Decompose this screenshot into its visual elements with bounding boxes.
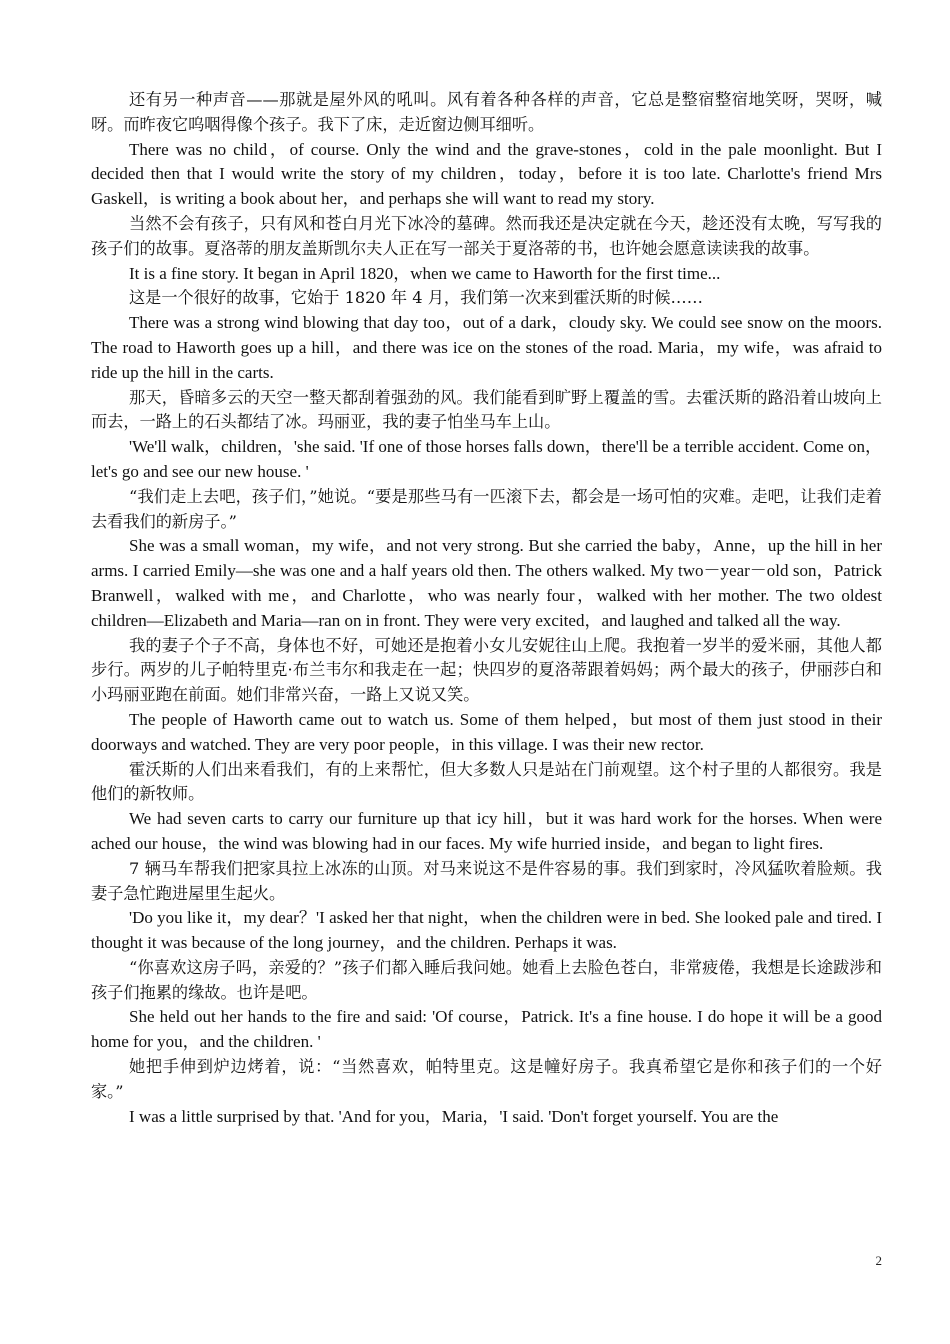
paragraph-zh: 这是一个很好的故事，它始于 1820 年 4 月，我们第一次来到霍沃斯的时候…… bbox=[129, 288, 703, 308]
paragraph-en: She held out her hands to the fire and said: 'Of course，Patrick. It's a fine house. I do hope it will be a good home for you，and the children. ' bbox=[91, 1007, 882, 1052]
paragraph-en: It is a fine story. It began in April 1820，when we came to Haworth for the first time... bbox=[129, 263, 721, 283]
page-number: 2 bbox=[875, 1253, 882, 1268]
paragraph-en: 'We'll walk，children，'she said. 'If one of those horses falls down，there'll be a terrible accident. Come on，let's go and see our new house. ' bbox=[91, 437, 882, 481]
paragraph-en: 'Do you like it，my dear？'I asked her that night，when the children were in bed. She looked pale and tired. I thought it was because of the long journey，and the children. Perhaps it was. bbox=[91, 908, 882, 953]
paragraph-zh: 还有另一种声音——那就是屋外风的吼叫。风有着各种各样的声音，它总是整宿整宿地笑呀，哭呀，喊呀。而昨夜它呜咽得像个孩子。我下了床，走近窗边侧耳细听。 bbox=[91, 90, 882, 134]
paragraph-en: There was a strong wind blowing that day too，out of a dark，cloudy sky. We could see snow on the moors. The road to Haworth goes up a hill，and there was ice on the stones of the road. Maria，my wife，was afraid to ride up the hill in the carts. bbox=[91, 313, 882, 382]
paragraph-en: We had seven carts to carry our furniture up that icy hill，but it was hard work for the horses. When were ached our house，the wind was blowing had in our faces. My wife hurried inside，and began to light fires. bbox=[91, 809, 882, 853]
paragraph-zh: 当然不会有孩子，只有风和苍白月光下冰冷的墓碑。然而我还是决定就在今天，趁还没有太晚，写写我的孩子们的故事。夏洛蒂的朋友盖斯凯尔夫人正在写一部关于夏洛蒂的书，也许她会愿意读读我的故事。 bbox=[91, 213, 882, 258]
paragraph-zh: 她把手伸到炉边烤着，说：“当然喜欢，帕特里克。这是幢好房子。我真希望它是你和孩子们的一个好家。” bbox=[91, 1057, 882, 1101]
paragraph-en: I was a little surprised by that. 'And for you，Maria，'I said. 'Don't forget yourself. You are the bbox=[129, 1106, 779, 1126]
paragraph-en: The people of Haworth came out to watch us. Some of them helped，but most of them just stood in their doorways and watched. They are very poor people，in this village. I was their new rector. bbox=[91, 709, 882, 754]
paragraph-en: There was no child，of course. Only the wind and the grave-stones，cold in the pale moonlight. But I decided then that I would write the story of my children，today，before it is too late. Charlotte's friend Mrs Gaskell，is writing a book about her，and perhaps she will want to read my story. bbox=[91, 139, 882, 209]
paragraph-zh: 我的妻子个子不高，身体也不好，可她还是抱着小女儿安妮往山上爬。我抱着一岁半的爱米丽，其他人都步行。两岁的儿子帕特里克·布兰韦尔和我走在一起；快四岁的夏洛蒂跟着妈妈；两个最大的孩子，伊丽莎白和小玛丽亚跑在前面。她们非常兴奋，一路上又说又笑。 bbox=[91, 635, 882, 705]
paragraph-en: She was a small woman，my wife，and not very strong. But she carried the baby，Anne，up the hill in her arms. I carried Emily—she was one and a half years old then. The others walked. My two－year－old son，Patrick Branwell，walked with me，and Charlotte，who was nearly four，walked with her mother. The two oldest children—Elizabeth and Maria—ran on in front. They were very excited，and laughed and talked all the way. bbox=[91, 536, 882, 630]
paragraph-zh: 霍沃斯的人们出来看我们，有的上来帮忙，但大多数人只是站在门前观望。这个村子里的人都很穷。我是他们的新牧师。 bbox=[91, 759, 882, 804]
paragraph-zh: “你喜欢这房子吗，亲爱的？”孩子们都入睡后我问她。她看上去脸色苍白，非常疲倦，我想是长途跋涉和孩子们拖累的缘故。也许是吧。 bbox=[91, 957, 882, 1002]
paragraph-zh: “我们走上去吧，孩子们，”她说。“要是那些马有一匹滚下去，都会是一场可怕的灾难。走吧，让我们走着去看我们的新房子。” bbox=[91, 486, 882, 531]
paragraph-zh: 7 辆马车帮我们把家具拉上冰冻的山顶。对马来说这不是件容易的事。我们到家时，冷风猛吹着脸颊。我妻子急忙跑进屋里生起火。 bbox=[91, 858, 882, 903]
document-body bbox=[91, 88, 882, 1129]
paragraph-zh: 那天，昏暗多云的天空一整天都刮着强劲的风。我们能看到旷野上覆盖的雪。去霍沃斯的路沿着山坡向上而去，一路上的石头都结了冰。玛丽亚，我的妻子怕坐马车上山。 bbox=[91, 387, 882, 432]
